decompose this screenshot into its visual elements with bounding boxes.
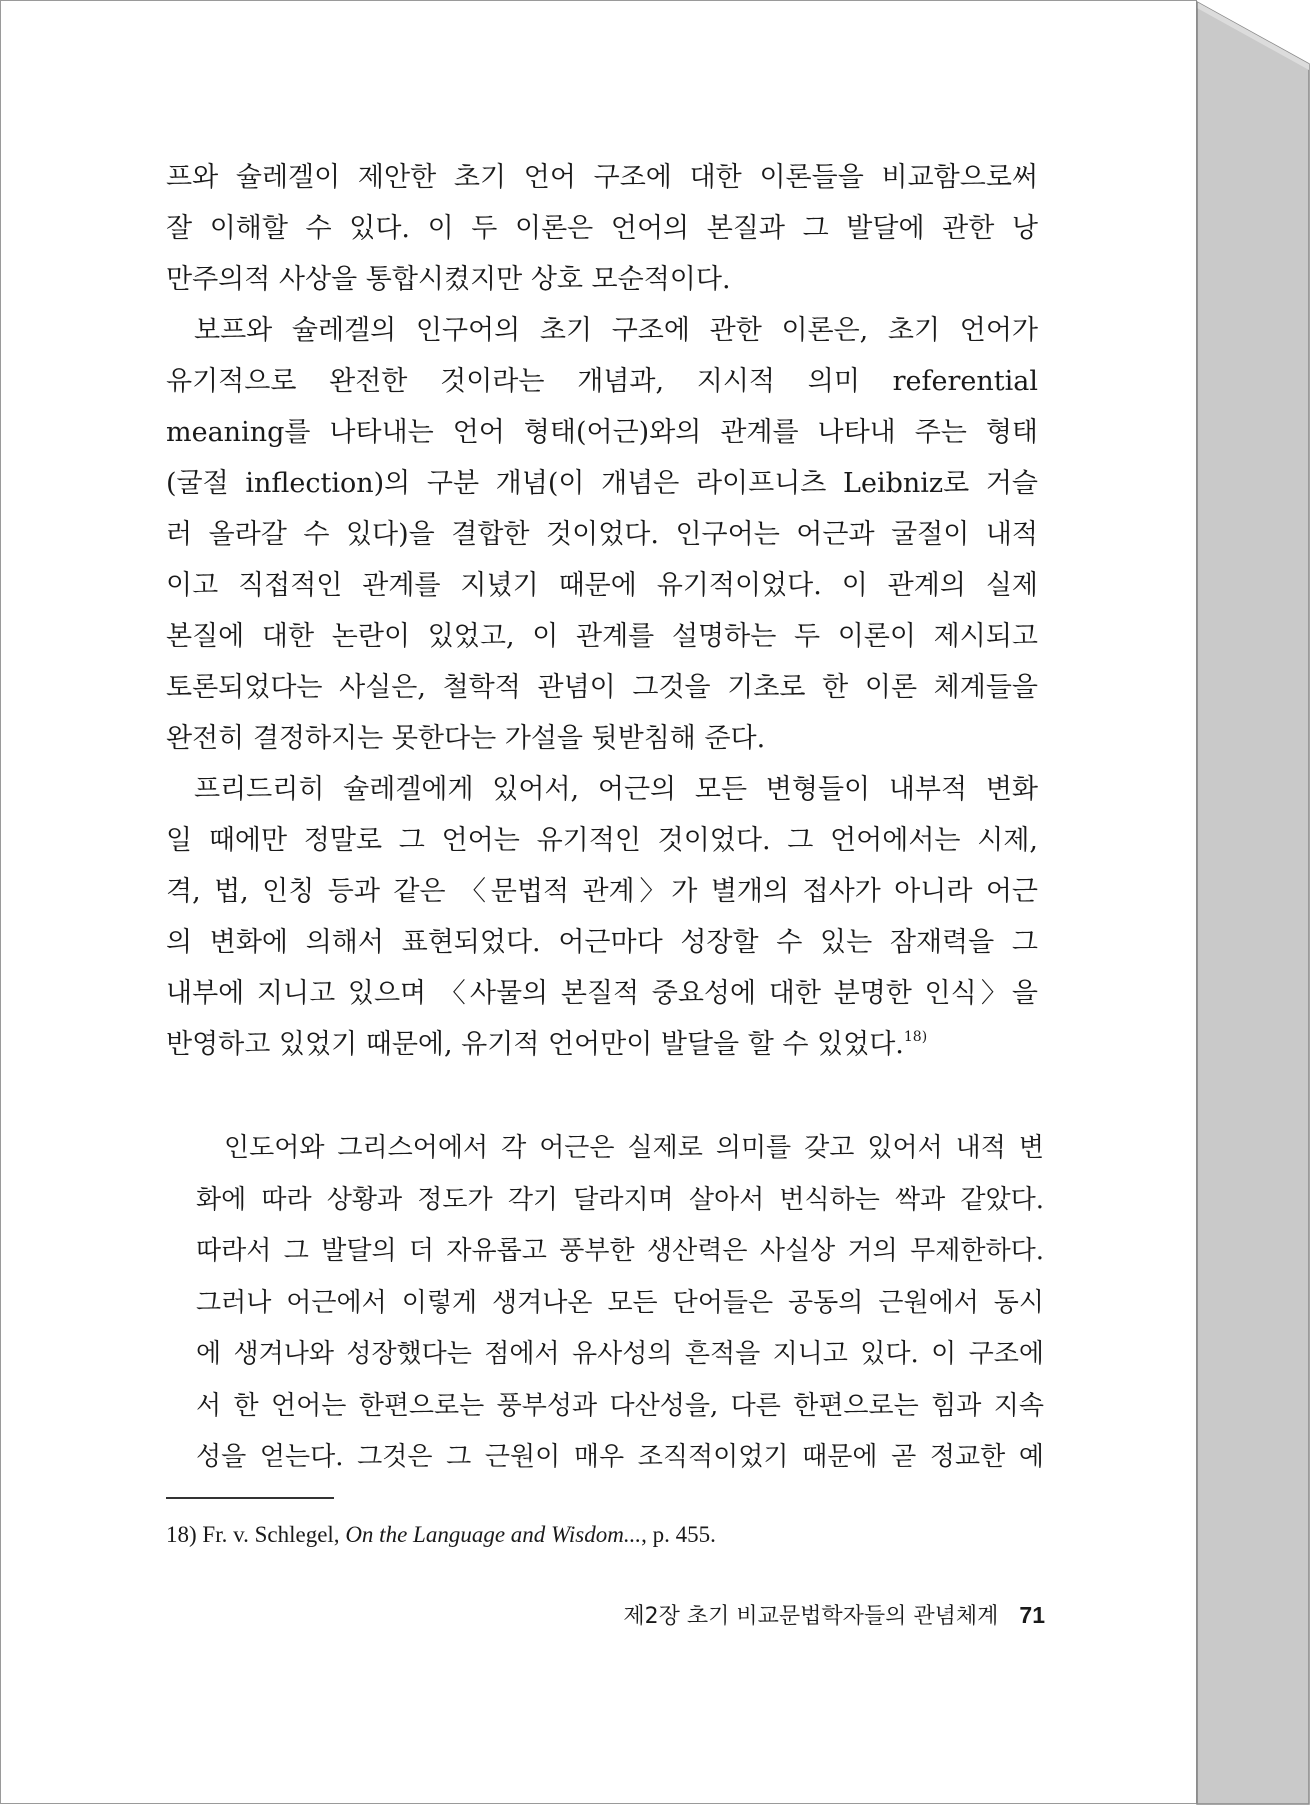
text-line: 이고 직접적인 관계를 지녔기 때문에 유기적이었다. 이 관계의 실제 <box>166 570 1038 601</box>
text-line: 반영하고 있었기 때문에, 유기적 언어만이 발달을 할 수 있었다. <box>166 1029 904 1060</box>
text-line-with-footnote <box>166 1019 1038 1070</box>
text-line: 본질에 대한 논란이 있었고, 이 관계를 설명하는 두 이론이 제시되고 <box>166 621 1038 652</box>
running-footer <box>623 1598 1045 1634</box>
text-line: 완전히 결정하지는 못한다는 가설을 뒷받침해 준다. <box>166 723 766 754</box>
paragraph-1 <box>166 152 1038 305</box>
text-line: 격, 법, 인칭 등과 같은 〈문법적 관계〉가 별개의 접사가 아니라 어근 <box>166 876 1038 907</box>
text-line: meaning를 나타내는 언어 형태(어근)와의 관계를 나타내 주는 형태 <box>166 417 1038 448</box>
footnote-pages: , p. 455. <box>641 1522 716 1547</box>
text-line: 의 변화에 의해서 표현되었다. 어근마다 성장할 수 있는 잠재력을 그 <box>166 927 1038 958</box>
chapter-title: 제2장 초기 비교문법학자들의 관념체계 <box>623 1604 999 1629</box>
quote-line: 서 한 언어는 한편으로는 풍부성과 다산성을, 다른 한편으로는 힘과 지속 <box>196 1390 1044 1421</box>
text-line: (굴절 inflection)의 구분 개념(이 개념은 라이프니츠 Leibniz로 거슬 <box>166 468 1038 499</box>
footnote-divider <box>166 1497 334 1499</box>
text-line: 잘 이해할 수 있다. 이 두 이론은 언어의 본질과 그 발달에 관한 낭 <box>166 213 1038 244</box>
quote-line: 따라서 그 발달의 더 자유롭고 풍부한 생산력은 사실상 거의 무제한하다. <box>196 1236 1044 1266</box>
text-line: 러 올라갈 수 있다)을 결합한 것이었다. 인구어는 어근과 굴절이 내적 <box>166 519 1038 550</box>
page-number: 71 <box>1019 1602 1045 1628</box>
text-line: 보프와 슐레겔의 인구어의 초기 구조에 관한 이론은, 초기 언어가 <box>194 315 1038 346</box>
quote-line: 에 생겨나와 성장했다는 점에서 유사성의 흔적을 지니고 있다. 이 구조에 <box>196 1339 1044 1369</box>
text-line: 유기적으로 완전한 것이라는 개념과, 지시적 의미 referential <box>166 366 1038 397</box>
paragraph-3 <box>166 764 1038 1070</box>
footnote-number: 18) <box>166 1522 197 1547</box>
text-line: 만주의적 사상을 통합시켰지만 상호 모순적이다. <box>166 264 731 295</box>
quote-line: 성을 얻는다. 그것은 그 근원이 매우 조직적이었기 때문에 곧 정교한 예 <box>196 1442 1044 1472</box>
text-line: 토론되었다는 사실은, 철학적 관념이 그것을 기초로 한 이론 체계들을 <box>166 672 1038 703</box>
text-line: 일 때에만 정말로 그 언어는 유기적인 것이었다. 그 언어에서는 시제, <box>166 825 1038 856</box>
text-line: 프와 슐레겔이 제안한 초기 언어 구조에 대한 이론들을 비교함으로써 <box>166 162 1038 193</box>
block-quote <box>196 1123 1044 1484</box>
text-line: 프리드리히 슐레겔에게 있어서, 어근의 모든 변형들이 내부적 변화 <box>194 774 1038 805</box>
paragraph-2 <box>166 305 1038 764</box>
footnote <box>166 1518 716 1552</box>
footnote-author: Fr. v. Schlegel, <box>202 1522 340 1547</box>
quote-line: 화에 따라 상황과 정도가 각기 달라지며 살아서 번식하는 싹과 같았다. <box>196 1184 1044 1215</box>
quote-line: 그러나 어근에서 이렇게 생겨나온 모든 단어들은 공동의 근원에서 동시 <box>196 1287 1044 1318</box>
footnote-title: On the Language and Wisdom... <box>345 1522 642 1547</box>
quote-line: 인도어와 그리스어에서 각 어근은 실제로 의미를 갖고 있어서 내적 변 <box>224 1133 1044 1163</box>
text-line: 내부에 지니고 있으며 〈사물의 본질적 중요성에 대한 분명한 인식〉을 <box>166 978 1038 1009</box>
footnote-reference: 18) <box>903 1029 928 1045</box>
